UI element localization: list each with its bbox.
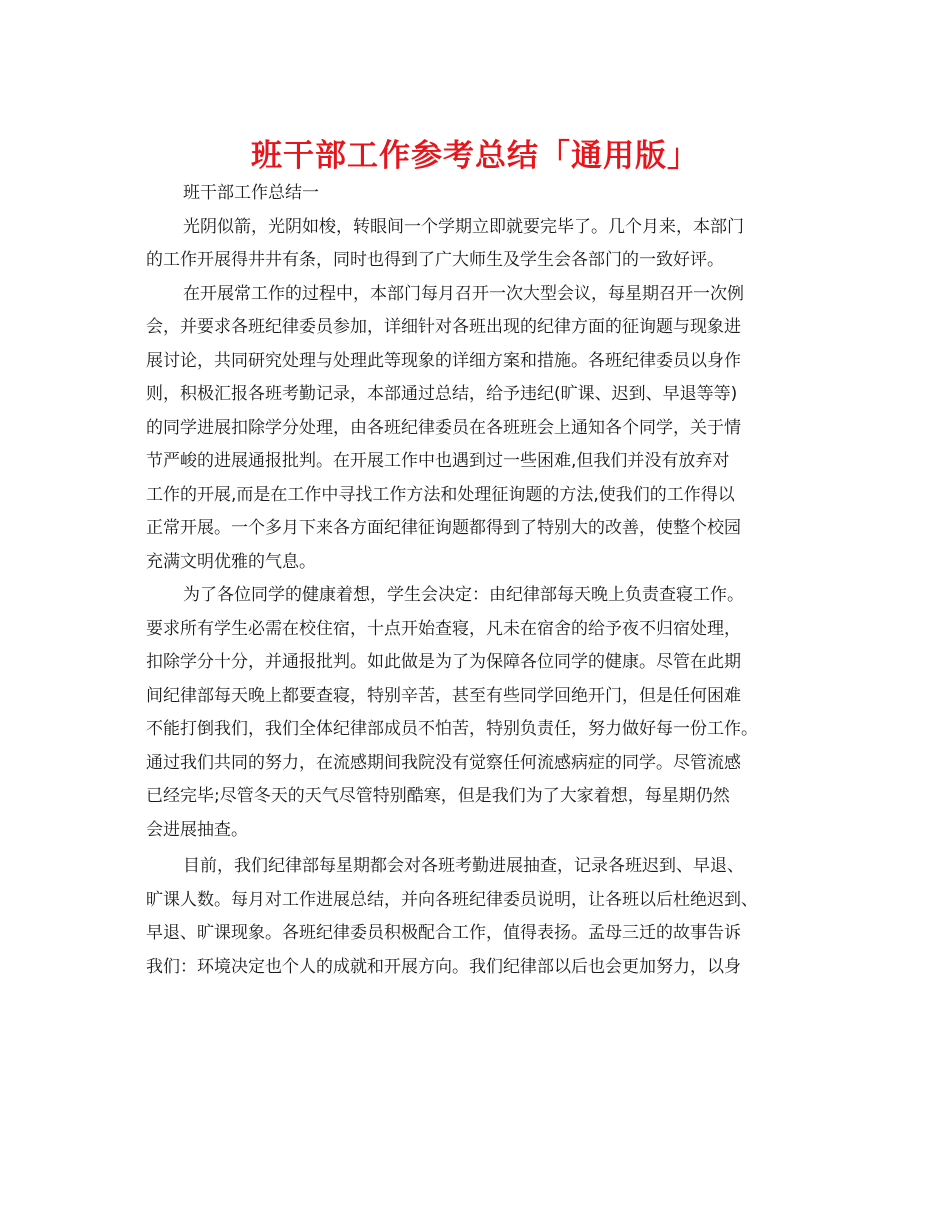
paragraph-2 bbox=[146, 278, 810, 580]
paragraph-line: 扣除学分十分，并通报批判。如此做是为了为保障各位同学的健康。尽管在此期 bbox=[146, 652, 741, 672]
paragraph-line: 的同学进展扣除学分处理，由各班纪律委员在各班班会上通知各个同学，关于情 bbox=[146, 417, 741, 438]
paragraph-line: 不能打倒我们，我们全体纪律部成员不怕苦，特别负责任，努力做好每一份工作。 bbox=[146, 719, 758, 739]
paragraph-line: 我们：环境决定也个人的成就和开展方向。我们纪律部以后也会更加努力，以身 bbox=[146, 956, 741, 977]
paragraph-line: 会，并要求各班纪律委员参加，详细针对各班出现的纪律方面的征询题与现象进 bbox=[146, 317, 741, 337]
paragraph-line: 光阴似箭，光阴如梭，转眼间一个学期立即就要完毕了。几个月来，本部门 bbox=[183, 216, 744, 237]
paragraph-line: 间纪律部每天晚上都要查寝，特别辛苦，甚至有些同学回绝开门，但是任何困难 bbox=[146, 685, 741, 706]
paragraph-line: 要求所有学生必需在校住宿，十点开始查寝，凡未在宿舍的给予夜不归宿处理， bbox=[146, 618, 741, 639]
paragraph-line: 通过我们共同的努力，在流感期间我院没有觉察任何流感病症的同学。尽管流感 bbox=[146, 752, 741, 773]
paragraph-3 bbox=[146, 579, 810, 847]
paragraph-line: 充满文明优雅的气息。 bbox=[146, 551, 316, 572]
paragraph-1 bbox=[146, 211, 810, 278]
paragraph-line: 正常开展。一个多月下来各方面纪律征询题都得到了特别大的改善，使整个校园 bbox=[146, 518, 741, 538]
paragraph-line: 则，积极汇报各班考勤记录，本部通过总结，给予违纪(旷课、迟到、早退等等) bbox=[146, 384, 738, 404]
paragraph-line: 为了各位同学的健康着想，学生会决定：由纪律部每天晚上负责查寝工作。 bbox=[183, 585, 744, 605]
document-body bbox=[146, 177, 810, 984]
paragraph-line: 的工作开展得井井有条，同时也得到了广大师生及学生会各部门的一致好评。 bbox=[146, 250, 724, 270]
paragraph-line: 旷课人数。每月对工作进展总结，并向各班纪律委员说明，让各班以后杜绝迟到、 bbox=[146, 889, 758, 910]
paragraph-line: 已经完毕;尽管冬天的天气尽管特别酷寒，但是我们为了大家着想，每星期仍然 bbox=[146, 786, 730, 806]
paragraph-line: 目前，我们纪律部每星期都会对各班考勤进展抽查，记录各班迟到、早退、 bbox=[183, 856, 744, 876]
section-heading: 班干部工作总结一 bbox=[183, 183, 319, 203]
paragraph-line: 会进展抽查。 bbox=[146, 819, 248, 840]
paragraph-4 bbox=[146, 850, 810, 984]
paragraph-line: 早退、旷课现象。各班纪律委员积极配合工作，值得表扬。孟母三迁的故事告诉 bbox=[146, 923, 741, 943]
paragraph-line: 节严峻的进展通报批判。在开展工作中也遇到过一些困难,但我们并没有放弃对 bbox=[146, 451, 730, 471]
paragraph-line: 工作的开展,而是在工作中寻找工作方法和处理征询题的方法,使我们的工作得以 bbox=[146, 484, 735, 505]
paragraph-line: 展讨论，共同研究处理与处理此等现象的详细方案和措施。各班纪律委员以身作 bbox=[146, 350, 741, 371]
document-title: 班干部工作参考总结「通用版」 bbox=[251, 138, 699, 174]
paragraph-line: 在开展常工作的过程中，本部门每月召开一次大型会议，每星期召开一次例 bbox=[183, 283, 744, 304]
